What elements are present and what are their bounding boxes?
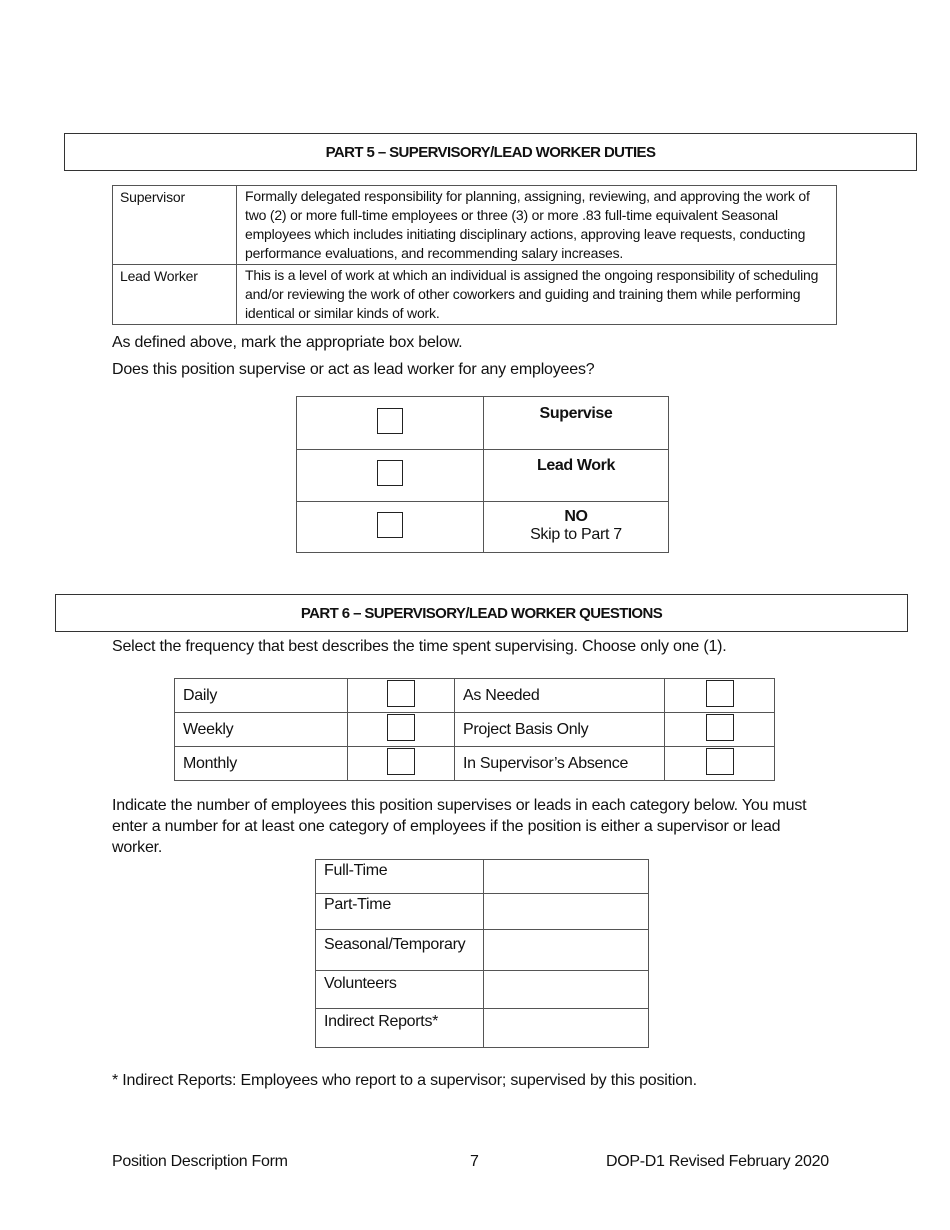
weekly-checkbox[interactable] xyxy=(387,714,415,741)
definition-term: Supervisor xyxy=(113,186,237,265)
volunteers-label: Volunteers xyxy=(316,971,484,1009)
part6-header xyxy=(55,594,908,632)
frequency-instruction: Select the frequency that best describes the time spent supervising. Choose only one (1). xyxy=(112,638,727,655)
frequency-row xyxy=(175,679,775,713)
frequency-table xyxy=(174,678,775,781)
lead-work-checkbox[interactable] xyxy=(377,460,403,486)
no-checkbox[interactable] xyxy=(377,512,403,538)
employee-count-row xyxy=(316,1009,649,1048)
definition-description: Formally delegated responsibility for planning, assigning, reviewing, and approving the work of two (2) or more full-time employees or three (3) or more .83 full-time equivalent Seasonal employees which includes initiating disciplinary actions, approving leave requests, conducting performance evaluations, and recommending salary increases. xyxy=(237,186,837,265)
employee-count-table xyxy=(315,859,649,1048)
daily-checkbox[interactable] xyxy=(387,680,415,707)
choice-row-lead-work xyxy=(297,450,669,502)
frequency-monthly-label: Monthly xyxy=(175,747,348,781)
part5-instruction: As defined above, mark the appropriate box below. xyxy=(112,334,463,351)
indirect-reports-footnote: * Indirect Reports: Employees who report to a supervisor; supervised by this position. xyxy=(112,1072,697,1089)
part5-title: PART 5 – SUPERVISORY/LEAD WORKER DUTIES xyxy=(325,143,656,161)
definition-term: Lead Worker xyxy=(113,265,237,325)
volunteers-count-field[interactable] xyxy=(484,971,649,1009)
full-time-count-field[interactable] xyxy=(484,860,649,894)
project-basis-checkbox[interactable] xyxy=(706,714,734,741)
footer-revision: DOP-D1 Revised February 2020 xyxy=(606,1153,829,1170)
part-time-label: Part-Time xyxy=(316,894,484,930)
choice-row-supervise xyxy=(297,397,669,450)
supervise-label: Supervise xyxy=(539,405,613,422)
no-sublabel: Skip to Part 7 xyxy=(530,526,622,543)
choice-row-no xyxy=(297,502,669,553)
definitions-table xyxy=(112,185,837,325)
employee-count-row xyxy=(316,971,649,1009)
frequency-daily-label: Daily xyxy=(175,679,348,713)
supervision-choice-table xyxy=(296,396,669,553)
employee-count-row xyxy=(316,860,649,894)
definition-row xyxy=(113,186,837,265)
frequency-row xyxy=(175,747,775,781)
supervisor-absence-checkbox[interactable] xyxy=(706,748,734,775)
frequency-row xyxy=(175,713,775,747)
part-time-count-field[interactable] xyxy=(484,894,649,930)
part6-title: PART 6 – SUPERVISORY/LEAD WORKER QUESTIONS xyxy=(300,604,663,622)
seasonal-temporary-count-field[interactable] xyxy=(484,930,649,971)
footer-page-number: 7 xyxy=(470,1153,479,1170)
frequency-weekly-label: Weekly xyxy=(175,713,348,747)
monthly-checkbox[interactable] xyxy=(387,748,415,775)
seasonal-temporary-label: Seasonal/Temporary xyxy=(316,930,484,971)
frequency-project-basis-label: Project Basis Only xyxy=(455,713,665,747)
no-label: NO xyxy=(564,508,588,525)
lead-work-label: Lead Work xyxy=(537,457,615,474)
indirect-reports-count-field[interactable] xyxy=(484,1009,649,1048)
indirect-reports-label: Indirect Reports* xyxy=(316,1009,484,1048)
definition-row xyxy=(113,265,837,325)
frequency-supervisor-absence-label: In Supervisor’s Absence xyxy=(455,747,665,781)
as-needed-checkbox[interactable] xyxy=(706,680,734,707)
employee-count-row xyxy=(316,894,649,930)
part5-header xyxy=(64,133,917,171)
footer-form-name: Position Description Form xyxy=(112,1153,288,1170)
frequency-as-needed-label: As Needed xyxy=(455,679,665,713)
part5-question: Does this position supervise or act as lead worker for any employees? xyxy=(112,361,595,378)
employee-count-row xyxy=(316,930,649,971)
supervise-checkbox[interactable] xyxy=(377,408,403,434)
definition-description: This is a level of work at which an individual is assigned the ongoing responsibility of scheduling and/or reviewing the work of other coworkers and guiding and training them while performing identical or similar kinds of work. xyxy=(237,265,837,325)
count-instruction: Indicate the number of employees this position supervises or leads in each category below. You must enter a number for at least one category of employees if the position is either a supervisor or lead worker. xyxy=(112,797,807,856)
full-time-label: Full-Time xyxy=(316,860,484,894)
